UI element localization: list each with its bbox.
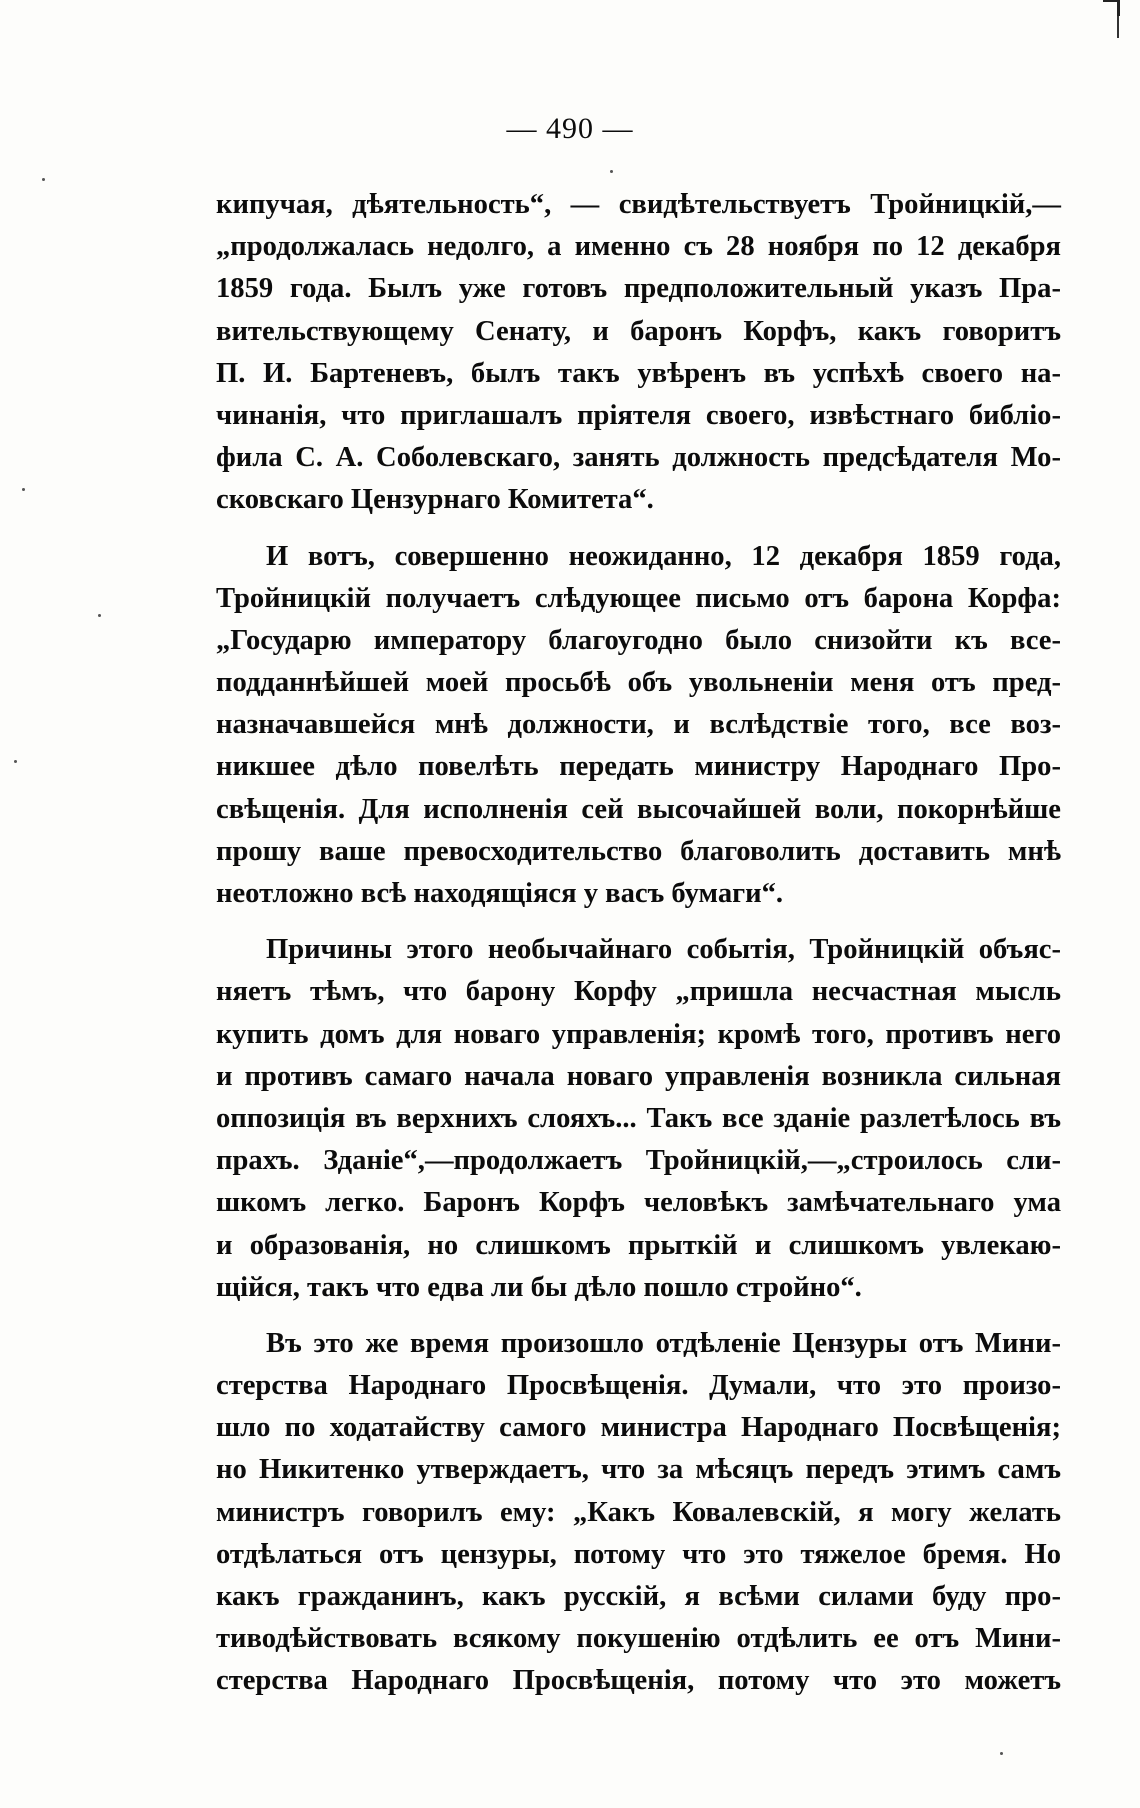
text-line: фила С. А. Соболевскаго, занять должность предсѣдателя Мо- (216, 442, 1061, 474)
scan-speck (22, 488, 25, 491)
page-number: — 490 — (506, 112, 634, 145)
text-line: вительствующему Сенату, и баронъ Корфъ, какъ говоритъ (216, 315, 1061, 347)
text-line: прошу ваше превосходительство благоволить доставить мнѣ (216, 835, 1061, 867)
text-line: кипучая, дѣятельность“, — свидѣтельствуетъ Тройницкій,— (216, 189, 1061, 220)
body-text (216, 184, 1061, 1703)
scan-speck (1000, 1752, 1003, 1755)
text-line: прахъ. Зданіе“,—продолжаетъ Тройницкій,—„строилось сли- (216, 1145, 1061, 1177)
text-line: Тройницкій получаетъ слѣдующее письмо отъ барона Корфа: (216, 582, 1061, 614)
text-line: оппозиція въ верхнихъ слояхъ... Такъ все зданіе разлетѣлось въ (216, 1102, 1061, 1134)
text-line: министръ говорилъ ему: „Какъ Ковалевскій, я могу желать (216, 1496, 1061, 1528)
text-line: и образованія, но слишкомъ прыткій и слишкомъ увлекаю- (216, 1229, 1061, 1261)
text-line: сковскаго Цензурнаго Комитета“. (216, 484, 654, 516)
text-line: „Государю императору благоугодно было снизойти къ все- (216, 624, 1061, 656)
scan-speck (42, 178, 45, 181)
text-line: но Никитенко утверждаетъ, что за мѣсяцъ передъ этимъ самъ (216, 1454, 1061, 1486)
text-line: никшее дѣло повелѣть передать министру Народнаго Про- (216, 751, 1061, 783)
text-line: свѣщенія. Для исполненія сей высочайшей воли, покорнѣйше (216, 793, 1061, 825)
text-line: отдѣлаться отъ цензуры, потому что это тяжелое бремя. Но (216, 1538, 1061, 1570)
text-line: стерства Народнаго Просвѣщенія. Думали, что это произо- (216, 1370, 1061, 1402)
scan-corner-mark (1103, 0, 1120, 16)
text-line: Причины этого необычайнаго событія, Тройницкій объяс- (266, 934, 1061, 966)
text-line: тиводѣйствовать всякому покушенію отдѣлить ее отъ Мини- (216, 1623, 1061, 1655)
text-line: и противъ самаго начала новаго управленія возникла сильная (216, 1060, 1061, 1092)
text-line: купить домъ для новаго управленія; кромѣ того, противъ него (216, 1018, 1061, 1050)
text-line: 1859 года. Былъ уже готовъ предположительный указъ Пра- (216, 273, 1061, 305)
text-line: шло по ходатайству самого министра Народнаго Посвѣщенія; (216, 1412, 1061, 1444)
text-line: щійся, такъ что едва ли бы дѣло пошло стройно“. (216, 1271, 862, 1303)
text-line: шкомъ легко. Баронъ Корфъ человѣкъ замѣчательнаго ума (216, 1187, 1061, 1219)
scan-speck (14, 760, 17, 763)
text-line: стерства Народнаго Просвѣщенія, потому что это можетъ (216, 1665, 1061, 1697)
text-line: Въ это же время произошло отдѣленіе Цензуры отъ Мини- (266, 1327, 1061, 1359)
text-line: „продолжалась недолго, а именно съ 28 ноября по 12 декабря (216, 231, 1061, 263)
scan-corner-tick (1117, 16, 1119, 38)
text-line: И вотъ, совершенно неожиданно, 12 декабря 1859 года, (266, 540, 1061, 572)
text-line: назначавшейся мнѣ должности, и вслѣдствіе того, все воз- (216, 709, 1061, 741)
scan-speck (98, 614, 101, 617)
text-line: П. И. Бартеневъ, былъ такъ увѣренъ въ успѣхѣ своего на- (216, 357, 1061, 389)
scan-speck (610, 170, 613, 173)
text-line: подданнѣйшей моей просьбѣ объ увольненіи меня отъ пред- (216, 667, 1061, 699)
text-line: неотложно всѣ находящіяся у васъ бумаги“. (216, 878, 784, 909)
text-line: няетъ тѣмъ, что барону Корфу „пришла несчастная мысль (216, 976, 1061, 1008)
text-line: чинанія, что приглашалъ пріятеля своего, извѣстнаго библіо- (216, 399, 1061, 431)
text-line: какъ гражданинъ, какъ русскій, я всѣми силами буду про- (216, 1581, 1061, 1612)
